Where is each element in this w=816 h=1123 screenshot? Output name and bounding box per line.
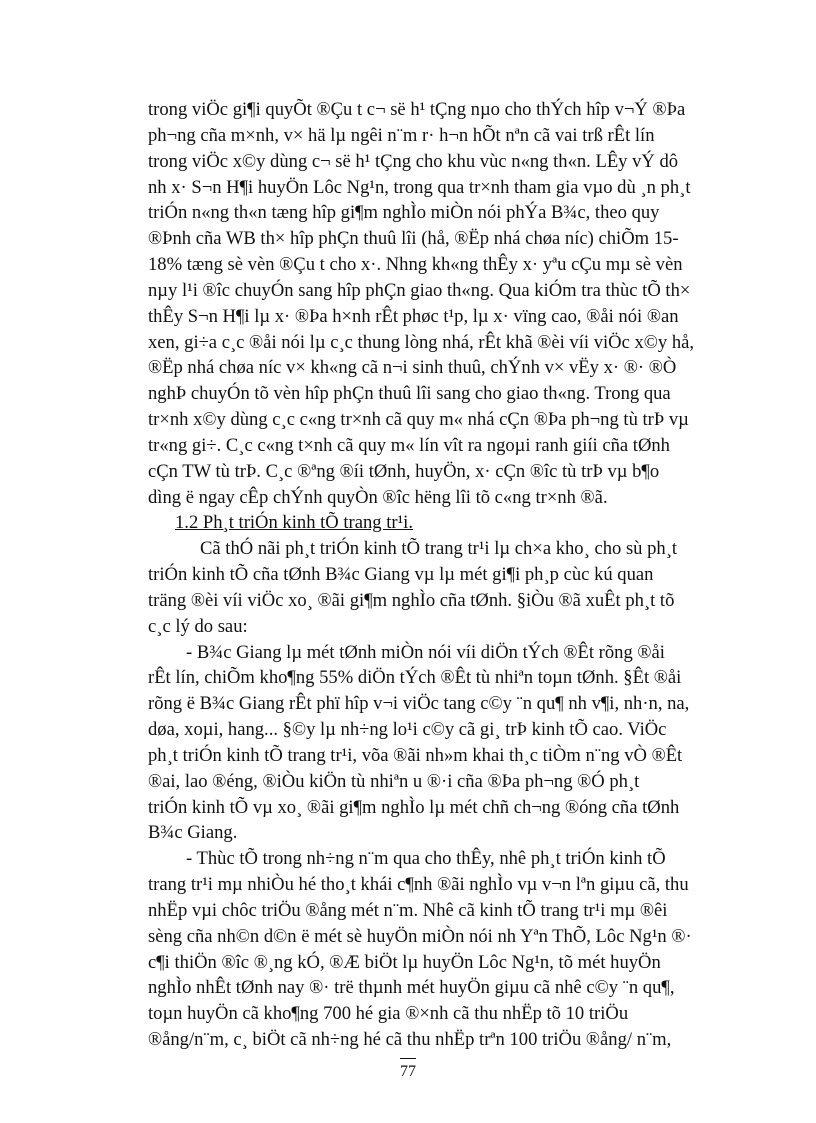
text-line: thÊy S¬n H¶i lµ x· ®Þa h×nh rÊt phøc t¹p, lµ x· vïng cao, ®åi nói ®an (148, 306, 679, 327)
text-line: xen, gi÷a c¸c ®åi nói lµ c¸c thung lòng nhá, rÊt khã ®èi víi viÖc x©y hå, (148, 332, 695, 353)
text-line: triÓn n«ng th«n tæng hîp gi¶m nghÌo miÒn nói phÝa B¾c, theo quy (148, 202, 660, 223)
text-line: B¾c Giang. (148, 822, 238, 843)
text-line: sèng cña nh©n d©n ë mét sè huyÖn miÒn nói nh Yªn ThÕ, Lôc Ng¹n ®· (148, 926, 692, 947)
text-line: triÓn kinh tÕ vµ xo¸ ®ãi gi¶m nghÌo lµ mét chñ ch¬ng ®óng cña tØnh (148, 797, 680, 818)
text-line: 18% tæng sè vèn ®Çu t cho x·. Nhng kh«ng thÊy x· yªu cÇu mµ sè vèn (148, 254, 683, 275)
page-number-text: 77 (400, 1063, 416, 1080)
text-line: c¸c lý do sau: (148, 616, 248, 637)
text-line: toµn huyÖn cã kho¶ng 700 hé gia ®×nh cã thu nhËp tõ 10 triÖu (148, 1003, 629, 1024)
text-line: nghÌo nhÊt tØnh nay ®· trë thµnh mét huyÖn giµu cã nhê c©y ¨n qu¶, (148, 977, 675, 998)
text-line: nµy l¹i ®îc chuyÓn sang hîp phÇn giao th«ng. Qua kiÓm tra thùc tÕ th× (148, 280, 691, 301)
section-heading: 1.2 Ph¸t triÓn kinh tÕ trang tr¹i. (175, 512, 413, 533)
text-line: - Thùc tÕ trong nh÷ng n¨m qua cho thÊy, nhê ph¸t triÓn kinh tÕ (186, 848, 666, 869)
text-line: ph¬ng cña m×nh, v× hä lµ ngêi n¨m r· h¬n hÕt nªn cã vai trß rÊt lín (148, 125, 655, 146)
text-line: nghÞ chuyÓn tõ vèn hîp phÇn thuû lîi sang cho giao th«ng. Trong qua (148, 383, 671, 404)
text-line: triÓn kinh tÕ cña tØnh B¾c Giang vµ lµ mét gi¶i ph¸p cùc kú quan (148, 564, 654, 585)
text-line: Cã thÓ nãi ph¸t triÓn kinh tÕ trang tr¹i lµ ch×a kho¸ cho sù ph¸t (200, 538, 678, 559)
text-line: rõng ë B¾c Giang rÊt phï hîp v¬i viÖc tang c©y ¨n qu¶ nh v¶i, nh·n, na, (148, 693, 690, 714)
text-line: ®Þnh cña WB th× hîp phÇn thuû lîi (hå, ®Ëp nhá chøa níc) chiÕm 15- (148, 228, 679, 249)
text-line: nh x· S¬n H¶i huyÖn Lôc Ng¹n, trong qua tr×nh tham gia vµo dù ¸n ph¸t (148, 177, 691, 198)
text-line: rÊt lín, chiÕm kho¶ng 55% diÖn tÝch ®Êt tù nhiªn toµn tØnh. §Êt ®åi (148, 667, 682, 688)
page-number (0, 1058, 816, 1082)
text-line: cÇn TW tù trÞ. C¸c ®ªng ®íi tØnh, huyÖn, x· cÇn ®îc tù trÞ vµ b¶o (148, 461, 660, 482)
text-line: tr«ng gi÷. C¸c c«ng t×nh cã quy m« lín vît ra ngoµi ranh giíi cña tØnh (148, 435, 670, 456)
text-line: nhËp vµi chôc triÖu ®ång mét n¨m. Nhê cã kinh tÕ trang tr¹i mµ ®êi (148, 900, 668, 921)
text-line: - B¾c Giang lµ mét tØnh miÒn nói víi diÖn tÝch ®Êt rõng ®åi (186, 642, 665, 663)
text-line: ph¸t triÓn kinh tÕ trang tr¹i, võa ®ãi nh»m khai th¸c tiÒm n¨ng vÒ ®Êt (148, 745, 683, 766)
text-line: träng ®èi víi viÖc xo¸ ®ãi gi¶m nghÌo cña tØnh. §iÒu ®ã xuÊt ph¸t tõ (148, 590, 675, 611)
text-line: dìng ë ngay cÊp chÝnh quyÒn ®îc hëng lîi tõ c«ng tr×nh ®ã. (148, 487, 608, 508)
text-line: trong viÖc x©y dùng c¬ së h¹ tÇng cho khu vùc n«ng th«n. LÊy vÝ dô (148, 151, 679, 172)
text-line: trang tr¹i mµ nhiÒu hé tho¸t khái c¶nh ®ãi nghÌo vµ v¬n lªn giµu cã, thu (148, 874, 689, 895)
text-line: ®Ëp nhá chøa níc v× kh«ng cã n¬i sinh thuû, chÝnh v× vËy x· ®· ®Ò (148, 357, 677, 378)
text-line: ®ång/n¨m, c¸ biÖt cã nh÷ng hé cã thu nhËp trªn 100 triÖu ®ång/ n¨m, (148, 1029, 672, 1050)
text-line: døa, xoµi, hang... §©y lµ nh÷ng lo¹i c©y cã gi¸ trÞ kinh tÕ cao. ViÖc (148, 719, 667, 740)
text-line: ®ai, lao ®éng, ®iÒu kiÖn tù nhiªn u ®·i cña ®Þa ph¬ng ®Ó ph¸t (148, 771, 640, 792)
text-line: tr×nh x©y dùng c¸c c«ng tr×nh cã quy m« nhá cÇn ®Þa ph¬ng tù trÞ vµ (148, 409, 689, 430)
text-line: trong viÖc gi¶i quyÕt ®Çu t c¬ së h¹ tÇng nµo cho thÝch hîp v¬Ý ®Þa (148, 99, 686, 120)
text-line: c¶i thiÖn ®îc ®¸ng kÓ, ®Æ biÖt lµ huyÖn Lôc Ng¹n, tõ mét huyÖn (148, 952, 661, 973)
